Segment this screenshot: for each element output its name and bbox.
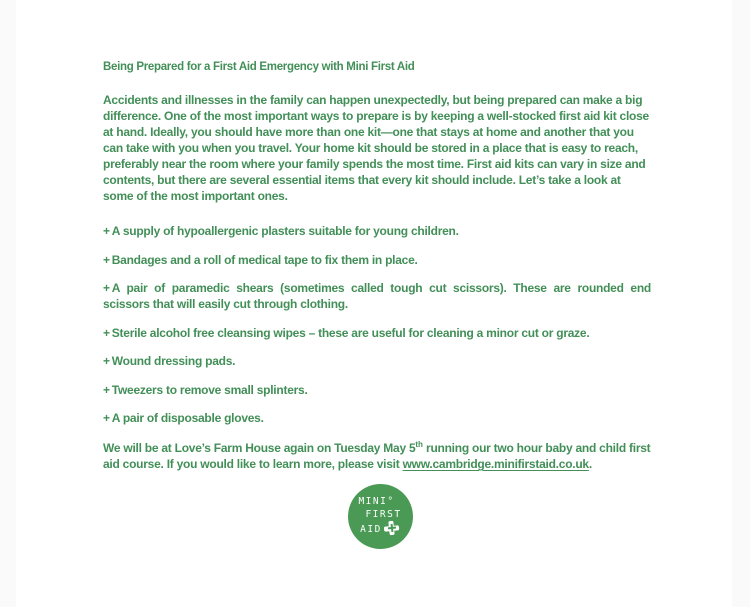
list-item: [103, 280, 651, 312]
plus-bullet-icon: +: [103, 411, 110, 425]
mini-first-aid-logo: [348, 484, 413, 549]
closing-paragraph: [103, 440, 651, 472]
ordinal-superscript: th: [415, 440, 423, 449]
list-item-text: A pair of paramedic shears (sometimes called tough cut scissors). These are rounded end scissors that will easily cut through clothing.: [103, 281, 651, 311]
intro-paragraph: Accidents and illnesses in the family can happen unexpectedly, but being prepared can make a big difference. One of the most important ways to prepare is by keeping a well-stocked first aid kit close at hand. Ideally, you should have more than one kit—one that stays at home and another that you can take with you when you travel. Your home kit should be stored in a place that is easy to reach, preferably near the room where your family spends the most time. First aid kits can vary in size and contents, but there are several essential items that every kit should include. Let’s take a look at some of the most important ones.: [103, 93, 649, 203]
logo-aid-text: AID: [360, 524, 382, 535]
logo-line-aid: [348, 521, 411, 536]
list-item: [103, 353, 651, 369]
list-item: [103, 325, 651, 341]
list-item: [103, 223, 651, 239]
list-item-text: A pair of disposable gloves.: [111, 411, 264, 425]
article-body: [103, 59, 651, 549]
essential-items-list: [103, 223, 651, 426]
list-item: [103, 410, 651, 426]
closing-text: running our two hour baby and child first aid course. If you would like to learn more, please visit: [103, 441, 651, 471]
plus-bullet-icon: +: [103, 252, 110, 267]
document-page: [16, 0, 732, 607]
list-item-text: Sterile alcohol free cleansing wipes – these are useful for cleaning a minor cut or graze.: [111, 325, 590, 340]
logo-line-mini: MINI°: [358, 496, 395, 507]
article-title: Being Prepared for a First Aid Emergency with Mini First Aid: [103, 61, 415, 73]
plus-bullet-icon: +: [103, 224, 110, 238]
list-item-text: Wound dressing pads.: [111, 354, 236, 368]
plus-bullet-icon: +: [103, 354, 110, 368]
list-item: [103, 252, 651, 268]
first-aid-cross-icon: [383, 520, 399, 535]
closing-period: .: [588, 457, 592, 471]
list-item-text: Bandages and a roll of medical tape to fix them in place.: [111, 252, 418, 267]
closing-text: We will be at Love’s Farm House again on Tuesday May 5: [103, 441, 416, 455]
minifirstaid-link[interactable]: www.cambridge.minifirstaid.co.uk: [402, 457, 589, 471]
list-item-text: Tweezers to remove small splinters.: [111, 382, 308, 397]
logo-line-first: FIRST: [365, 509, 402, 520]
plus-bullet-icon: +: [103, 281, 110, 295]
plus-bullet-icon: +: [103, 382, 110, 397]
list-item: [103, 382, 651, 398]
plus-bullet-icon: +: [103, 325, 110, 340]
list-item-text: A supply of hypoallergenic plasters suitable for young children.: [111, 224, 459, 238]
